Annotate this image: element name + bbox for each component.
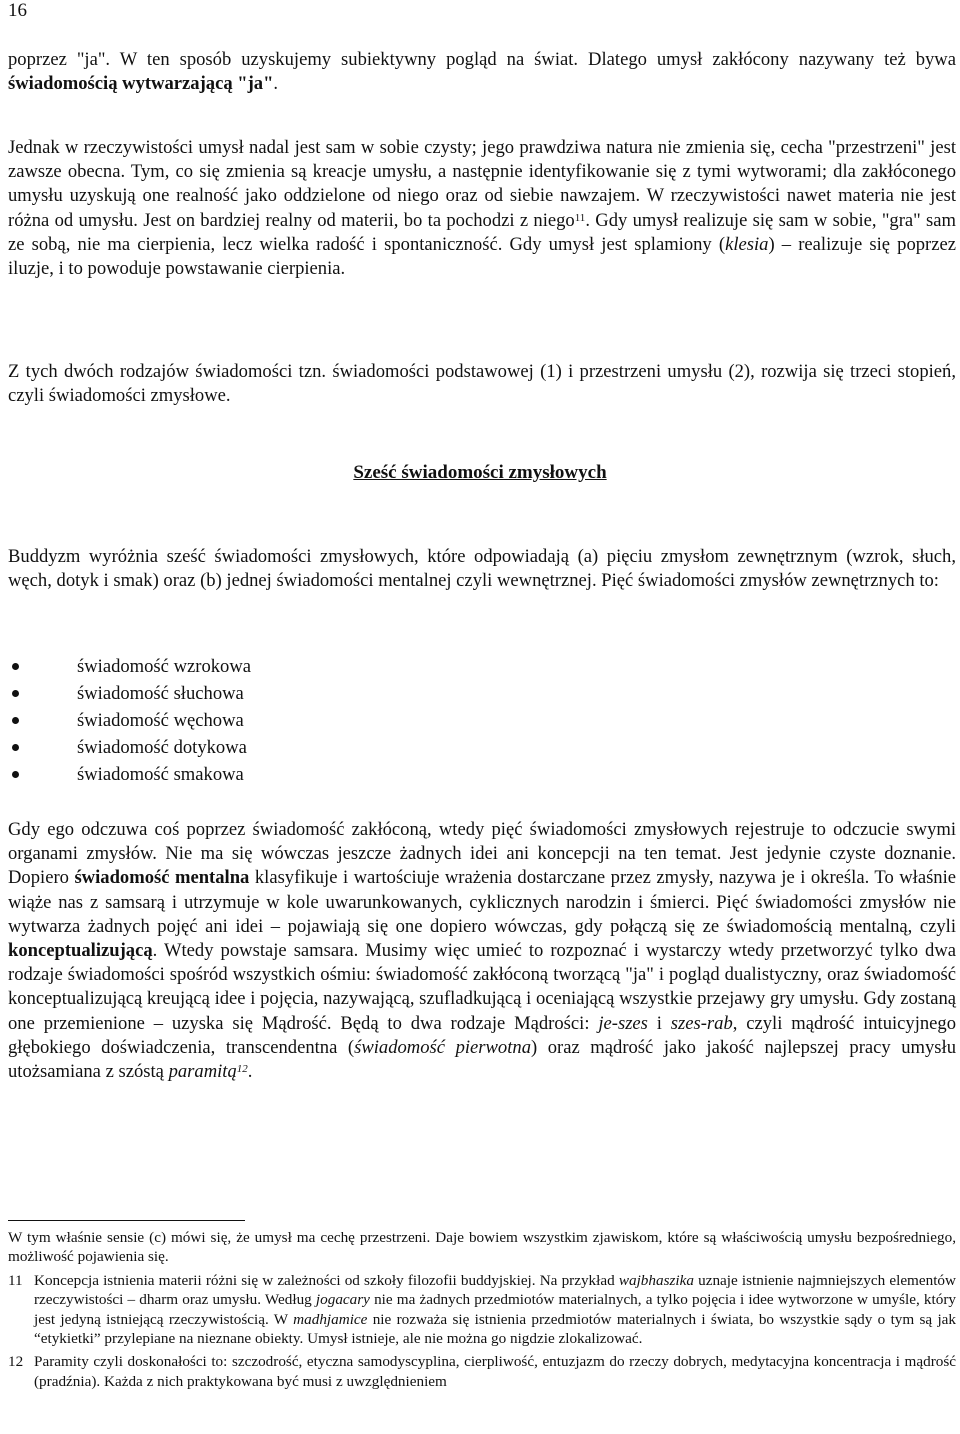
text-run: nie rozważa się istnienia przedmiotów materialnych i świata, bo wszystkie sądy o tym są jak “etykietki” przylepiane na nieznane obiekty. Umysł istnieje, ale nie można go nigdzie zlokalizować. <box>34 1310 957 1348</box>
italic-text: świadomość pierwotna <box>354 1036 531 1058</box>
text-run: Jednak w rzeczywistości umysł nadal jest sam w sobie czysty; jego prawdziwa natura nie zmienia się, cecha "przestrzeni" jest zawsze obecna. Tym, co się zmienia są kreacje umysłu, a następnie identyfikowanie się z tymi wytworami; dla zakłóconego umysłu uzyskują one realność jako oddzielone od niego oraz od siebie nawzajem. W rzeczywistości nawet materia nie jest różna od umysłu. Jest on bardziej realny od materii, bo ta pochodzi z niego <box>8 137 956 231</box>
footnote <box>8 1271 956 1349</box>
footnote <box>8 1352 956 1391</box>
page-number: 16 <box>8 0 27 21</box>
sense-consciousness-list <box>12 653 251 788</box>
bullet-icon <box>12 690 19 697</box>
bullet-icon <box>12 744 19 751</box>
footnote-text <box>34 1271 956 1349</box>
text-run: i <box>647 1012 671 1034</box>
footnote-number: 12 <box>8 1353 24 1371</box>
text-run: . Gdy umysł realizuje się sam w sobie, "gra" sam ze sobą, nie ma cierpienia, lecz wielka radość i spontaniczność. Gdy umysł jest splamiony ( <box>8 209 956 255</box>
bullet-icon <box>12 663 19 670</box>
footnote-text <box>34 1352 956 1391</box>
text-run: Paramity czyli doskonałości to: szczodrość, etyczna samodyscyplina, cierpliwość, entuzjazm do rzeczy dobrych, medytacyjna koncentracja i mądrość (pradźnia). Każda z nich praktykowana być musi z uwzględnieniem <box>34 1353 956 1390</box>
list-item: świadomość węchowa <box>12 707 251 734</box>
text-run: Buddyzm wyróżnia sześć świadomości zmysłowych, które odpowiadają (a) pięciu zmysłom zewnętrznym (wzrok, słuch, węch, dotyk i smak) oraz (b) jednej świadomości mentalnej czyli wewnętrznej. Pięć świadomości zmysłów zewnętrznych to: <box>8 546 956 592</box>
bold-text: konceptualizującą <box>8 940 153 962</box>
text-run: Gdy ego odczuwa coś poprzez świadomość zakłóconą, wtedy pięć świadomości zmysłowych rejestruje to odczucie swymi organami zmysłów. Nie ma się wówczas jeszcze żadnych idei ani koncepcji na ten temat. Jest jedynie czyste doznanie. Dopiero <box>8 819 956 889</box>
italic-text: paramitą <box>168 1061 237 1083</box>
italic-text: jogacary <box>315 1291 370 1309</box>
paragraph-2 <box>8 136 956 281</box>
italic-text: madhjamice <box>293 1310 368 1328</box>
text-run: . <box>247 1061 253 1083</box>
italic-text: wajbhaszika <box>618 1271 694 1289</box>
text-run: poprzez "ja". W ten sposób uzyskujemy subiektywny pogląd na świat. Dlatego umysł zakłócony nazywany też bywa <box>8 49 956 70</box>
italic-text: szes-rab <box>670 1012 733 1034</box>
section-heading: Sześć świadomości zmysłowych <box>353 462 607 483</box>
text-run: ) oraz mądrość jako jakość najlepszej pracy umysłu utożsamiana z szóstą <box>8 1036 956 1083</box>
bold-text: świadomość mentalna <box>74 867 250 889</box>
list-item: świadomość słuchowa <box>12 680 251 707</box>
footnote-text <box>8 1228 956 1267</box>
bullet-icon <box>12 717 19 724</box>
list-item: świadomość dotykowa <box>12 734 251 761</box>
text-run: W tym właśnie sensie (c) mówi się, że umysł ma cechę przestrzeni. Daje bowiem wszystkim zjawiskom, które są właściwością umysłu bezpośredniego, możliwość pojawienia się. <box>8 1229 956 1266</box>
footnote-ref: 12 <box>236 1063 248 1076</box>
paragraph-4 <box>8 545 956 593</box>
text-run: nie ma żadnych przedmiotów materialnych, a tylko pojęcia i idee wytworzone w umyśle, który jest jedyną istniejącą rzeczywistością. W <box>34 1291 956 1328</box>
paragraph-5 <box>8 818 956 1084</box>
text-run: uznaje istnienie najmniejszych elementów rzeczywistości – dharm oraz umysłu. Według <box>34 1271 956 1309</box>
list-item: świadomość wzrokowa <box>12 653 251 680</box>
text-run: ) – realizuje się poprzez iluzje, i to powoduje powstawanie cierpienia. <box>8 233 957 280</box>
footnote-number: 11 <box>8 1271 23 1289</box>
paragraph-3 <box>8 360 956 408</box>
italic-text: klesia <box>725 233 769 255</box>
paragraph-1 <box>8 48 956 96</box>
text-run: , czyli mądrość intuicyjnego głębokiego doświadczenia, transcendentna ( <box>8 1012 957 1058</box>
list-item: świadomość smakowa <box>12 761 251 788</box>
bold-text: świadomością wytwarzającą "ja" <box>8 73 274 95</box>
footnote-ref: 11 <box>574 211 586 224</box>
italic-text: je-szes <box>598 1012 648 1034</box>
text-run: . Wtedy powstaje samsara. Musimy więc umieć to rozpoznać i wystarczy wtedy przetworzyć tylko dwa rodzaje świadomości spośród wszystkich ośmiu: świadomość zakłóconą tworzącą "ja" i pogląd dualistyczny, oraz świadomość konceptualizującą kreującą idee i pojęcia, nazywającą, szufladkującą i oceniającą wszystkie przejawy gry umysłu. Gdy zostaną one przemienione – uzyska się Mądrość. Będą to dwa rodzaje Mądrości: <box>8 940 956 1034</box>
text-run: Z tych dwóch rodzajów świadomości tzn. świadomości podstawowej (1) i przestrzeni umysłu (2), rozwija się trzeci stopień, czyli świadomości zmysłowe. <box>8 361 956 407</box>
footnotes <box>8 1228 956 1395</box>
footnote <box>8 1228 956 1267</box>
bullet-icon <box>12 771 19 778</box>
text-run: . <box>273 73 279 95</box>
text-run: klasyfikuje i wartościuje wrażenia dostarczane przez zmysły, nazywa je i określa. To właśnie wiąże nas z samsarą i utrzymuje w kole uwarunkowanych, cyklicznych narodzin i śmierci. Pięć świadomości zmysłów nie wytwarza żadnych pojęć ani idei – pojawiają się one dopiero wówczas, gdy połączą się ze świadomością mentalną, czyli <box>8 867 957 937</box>
footnote-separator <box>8 1220 245 1221</box>
text-run: Koncepcja istnienia materii różni się w zależności od szkoły filozofii buddyjskiej. Na przykład <box>34 1271 619 1289</box>
